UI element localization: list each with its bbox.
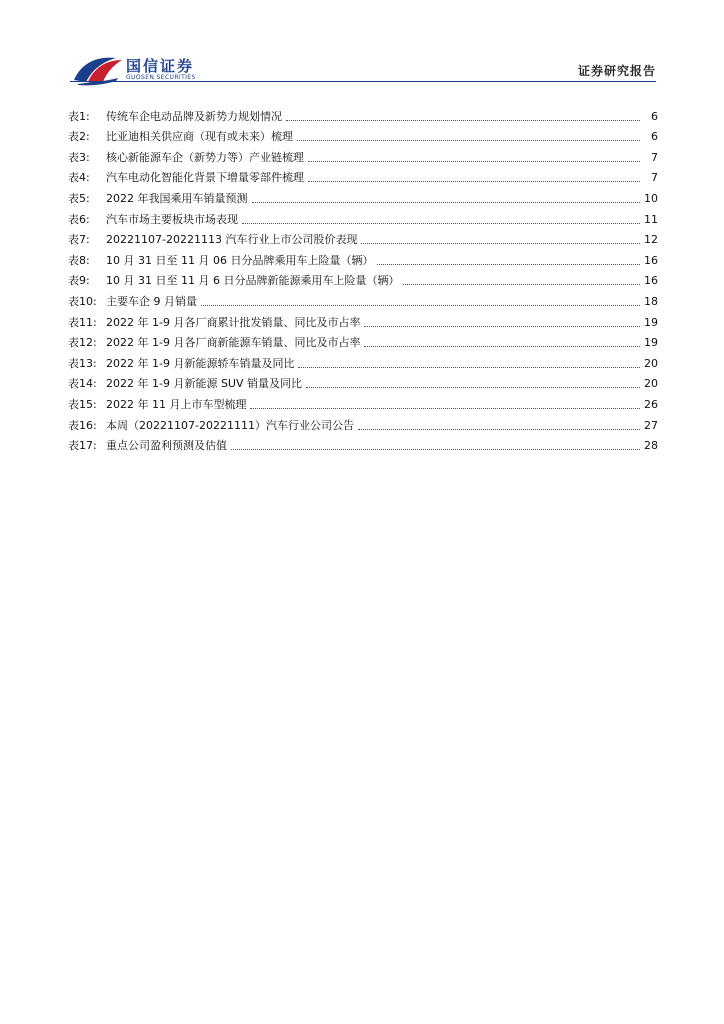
toc-entry-title: 2022 年 1-9 月新能源 SUV 销量及同比 [106, 377, 303, 391]
toc-entry-page: 6 [651, 130, 658, 144]
toc-dot-leader [308, 161, 640, 162]
toc-dot-leader [242, 223, 640, 224]
toc-entry[interactable] [68, 350, 658, 371]
toc-entry-page: 11 [644, 212, 658, 226]
report-type-label: 证券研究报告 [577, 64, 656, 78]
toc-entry[interactable] [68, 288, 658, 309]
toc-dot-leader [231, 449, 640, 450]
toc-entry[interactable] [68, 227, 658, 248]
toc-entry[interactable] [68, 247, 658, 268]
toc-dot-leader [358, 429, 640, 430]
toc-entry-title: 本周（20221107-20221111）汽车行业公司公告 [106, 418, 354, 432]
toc-entry-number: 表9: [68, 274, 90, 288]
toc-entry-page: 16 [644, 253, 658, 267]
toc-entry-page: 26 [644, 397, 658, 411]
toc-entry-number: 表12: [68, 336, 97, 350]
toc-dot-leader [252, 202, 641, 203]
toc-entry-title: 2022 年 1-9 月各厂商累计批发销量、同比及市占率 [106, 315, 361, 329]
toc-dot-leader [364, 346, 640, 347]
toc-dot-leader [403, 284, 640, 285]
toc-entry-title: 10 月 31 日至 11 月 6 日分品牌新能源乘用车上险量（辆） [106, 274, 400, 288]
toc-entry-title: 2022 年 1-9 月新能源轿车销量及同比 [106, 356, 295, 370]
toc-entry[interactable] [68, 433, 658, 454]
toc-entry-title: 2022 年 1-9 月各厂商新能源车销量、同比及市占率 [106, 336, 361, 350]
toc-entry[interactable] [68, 330, 658, 351]
toc-entry-number: 表1: [68, 109, 90, 123]
toc-entry[interactable] [68, 391, 658, 412]
toc-entry-number: 表5: [68, 191, 90, 205]
toc-entry[interactable] [68, 103, 658, 124]
toc-dot-leader [361, 243, 640, 244]
toc-dot-leader [364, 326, 640, 327]
toc-entry[interactable] [68, 144, 658, 165]
toc-entry-page: 16 [644, 274, 658, 288]
toc-entry-number: 表14: [68, 377, 97, 391]
toc-entry-title: 汽车电动化智能化背景下增量零部件梳理 [106, 171, 304, 185]
toc-entry-number: 表16: [68, 418, 97, 432]
toc-dot-leader [298, 367, 640, 368]
toc-entry-page: 20 [644, 377, 658, 391]
toc-entry-page: 7 [651, 171, 658, 185]
header-divider [70, 81, 656, 82]
toc-entry-title: 重点公司盈利预测及估值 [106, 439, 227, 453]
toc-entry-number: 表15: [68, 397, 97, 411]
table-of-contents [68, 103, 658, 453]
toc-entry[interactable] [68, 185, 658, 206]
toc-entry-page: 19 [644, 336, 658, 350]
toc-entry[interactable] [68, 412, 658, 433]
toc-entry[interactable] [68, 165, 658, 186]
toc-entry[interactable] [68, 309, 658, 330]
toc-entry-title: 汽车市场主要板块市场表现 [106, 212, 238, 226]
toc-entry[interactable] [68, 124, 658, 145]
toc-entry-title: 2022 年 11 月上市车型梳理 [106, 397, 247, 411]
toc-entry-number: 表13: [68, 356, 97, 370]
toc-entry-number: 表4: [68, 171, 90, 185]
brand-name-cn: 国信证券 [126, 57, 195, 75]
toc-entry-page: 18 [644, 294, 658, 308]
toc-entry-title: 传统车企电动品牌及新势力规划情况 [106, 109, 282, 123]
toc-entry-number: 表2: [68, 130, 90, 144]
toc-entry-number: 表6: [68, 212, 90, 226]
toc-entry-number: 表7: [68, 233, 90, 247]
toc-entry-title: 核心新能源车企（新势力等）产业链梳理 [106, 150, 304, 164]
toc-entry-page: 6 [651, 109, 658, 123]
toc-entry-number: 表10: [68, 294, 97, 308]
toc-entry[interactable] [68, 206, 658, 227]
brand-name-en: GUOSEN SECURITIES [126, 74, 196, 81]
toc-dot-leader [286, 120, 640, 121]
toc-entry-title: 20221107-20221113 汽车行业上市公司股价表现 [106, 233, 358, 247]
toc-entry[interactable] [68, 268, 658, 289]
toc-dot-leader [308, 181, 640, 182]
toc-entry-title: 10 月 31 日至 11 月 06 日分品牌乘用车上险量（辆） [106, 253, 374, 267]
toc-entry-number: 表3: [68, 150, 90, 164]
toc-dot-leader [201, 305, 640, 306]
toc-entry[interactable] [68, 371, 658, 392]
toc-entry-page: 28 [644, 439, 658, 453]
toc-entry-title: 2022 年我国乘用车销量预测 [106, 191, 248, 205]
toc-dot-leader [377, 264, 640, 265]
toc-entry-page: 27 [644, 418, 658, 432]
toc-entry-page: 19 [644, 315, 658, 329]
toc-dot-leader [306, 387, 640, 388]
toc-entry-number: 表8: [68, 253, 90, 267]
toc-entry-page: 12 [644, 233, 658, 247]
toc-entry-page: 7 [651, 150, 658, 164]
toc-entry-number: 表17: [68, 439, 97, 453]
toc-entry-title: 主要车企 9 月销量 [106, 294, 197, 308]
toc-entry-number: 表11: [68, 315, 97, 329]
page-header [0, 0, 724, 90]
toc-entry-title: 比亚迪相关供应商（现有或未来）梳理 [106, 130, 293, 144]
toc-dot-leader [250, 408, 640, 409]
toc-entry-page: 10 [644, 191, 658, 205]
toc-entry-page: 20 [644, 356, 658, 370]
toc-dot-leader [297, 140, 640, 141]
